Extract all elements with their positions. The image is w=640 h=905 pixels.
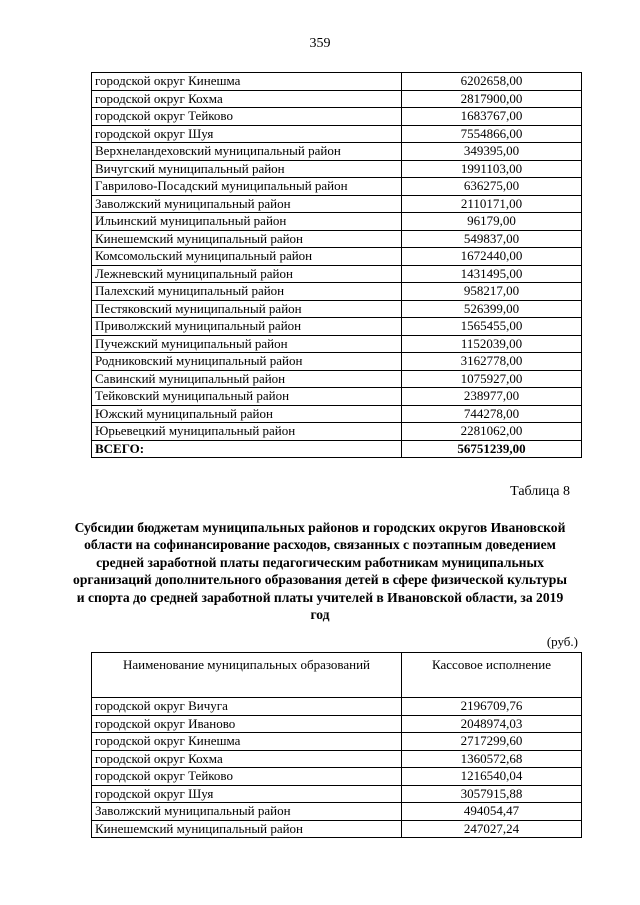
table-row: [92, 248, 582, 266]
total-row: [92, 440, 582, 458]
row-value: 1216540,04: [402, 768, 582, 786]
table-row: [92, 160, 582, 178]
row-name: городской округ Кохма: [92, 750, 402, 768]
row-name: городской округ Шуя: [92, 785, 402, 803]
table-row: [92, 353, 582, 371]
row-value: 2048974,03: [402, 715, 582, 733]
row-value: 3057915,88: [402, 785, 582, 803]
row-value: 1075927,00: [402, 370, 582, 388]
subsidy-table-continued: [91, 72, 582, 458]
row-value: 238977,00: [402, 388, 582, 406]
row-value: 96179,00: [402, 213, 582, 231]
row-name: Кинешемский муниципальный район: [92, 820, 402, 838]
header-name: Наименование муниципальных образований: [92, 653, 402, 698]
row-value: 1565455,00: [402, 318, 582, 336]
table-row: [92, 750, 582, 768]
row-name: городской округ Тейково: [92, 108, 402, 126]
row-name: Гаврилово-Посадский муниципальный район: [92, 178, 402, 196]
row-name: Тейковский муниципальный район: [92, 388, 402, 406]
row-name: городской округ Кинешма: [92, 733, 402, 751]
table-row: [92, 820, 582, 838]
row-value: 494054,47: [402, 803, 582, 821]
table-row: [92, 300, 582, 318]
row-value: 2110171,00: [402, 195, 582, 213]
table-row: [92, 318, 582, 336]
table-row: [92, 715, 582, 733]
row-name: Приволжский муниципальный район: [92, 318, 402, 336]
table-row: [92, 213, 582, 231]
table-label: Таблица 8: [510, 484, 570, 499]
table2-header-row: [92, 653, 582, 698]
row-name: Кинешемский муниципальный район: [92, 230, 402, 248]
table-row: [92, 423, 582, 441]
table-row: [92, 73, 582, 91]
table-row: [92, 768, 582, 786]
row-name: Пучежский муниципальный район: [92, 335, 402, 353]
row-name: Заволжский муниципальный район: [92, 803, 402, 821]
row-name: Комсомольский муниципальный район: [92, 248, 402, 266]
row-name: Пестяковский муниципальный район: [92, 300, 402, 318]
row-value: 549837,00: [402, 230, 582, 248]
table-row: [92, 143, 582, 161]
row-value: 247027,24: [402, 820, 582, 838]
row-value: 2196709,76: [402, 698, 582, 716]
row-name: Лежневский муниципальный район: [92, 265, 402, 283]
row-value: 636275,00: [402, 178, 582, 196]
subsidy-table-8: [91, 652, 582, 838]
table-row: [92, 230, 582, 248]
row-value: 1683767,00: [402, 108, 582, 126]
table-row: [92, 90, 582, 108]
row-value: 1431495,00: [402, 265, 582, 283]
table-row: [92, 265, 582, 283]
row-value: 2281062,00: [402, 423, 582, 441]
page-number: 359: [309, 36, 331, 51]
row-name: Ильинский муниципальный район: [92, 213, 402, 231]
currency-unit: (руб.): [546, 634, 578, 649]
table-row: [92, 283, 582, 301]
row-value: 2717299,60: [402, 733, 582, 751]
table-row: [92, 108, 582, 126]
row-value: 7554866,00: [402, 125, 582, 143]
row-value: 1991103,00: [402, 160, 582, 178]
table-row: [92, 698, 582, 716]
row-name: Вичугский муниципальный район: [92, 160, 402, 178]
row-name: Савинский муниципальный район: [92, 370, 402, 388]
row-value: 744278,00: [402, 405, 582, 423]
row-value: 349395,00: [402, 143, 582, 161]
row-name: Заволжский муниципальный район: [92, 195, 402, 213]
total-value: 56751239,00: [402, 440, 582, 458]
table-row: [92, 803, 582, 821]
table-row: [92, 195, 582, 213]
row-name: городской округ Тейково: [92, 768, 402, 786]
row-name: городской округ Шуя: [92, 125, 402, 143]
total-label: ВСЕГО:: [92, 440, 402, 458]
table-row: [92, 405, 582, 423]
row-name: городской округ Кинешма: [92, 73, 402, 91]
table-row: [92, 785, 582, 803]
table1-body: [92, 73, 582, 458]
table-row: [92, 178, 582, 196]
table-row: [92, 125, 582, 143]
row-value: 6202658,00: [402, 73, 582, 91]
table-row: [92, 335, 582, 353]
row-value: 1360572,68: [402, 750, 582, 768]
table-heading: Субсидии бюджетам муниципальных районов и городских округов Ивановской области на софинансирование расходов, связанных с поэтапным доведением средней заработной платы педагогическим работникам муниципальных организаций дополнительного образования детей в сфере физической культуры и спорта до средней заработной платы учителей в Ивановской области, за 2019 год: [73, 520, 567, 623]
row-name: городской округ Иваново: [92, 715, 402, 733]
row-value: 3162778,00: [402, 353, 582, 371]
row-value: 526399,00: [402, 300, 582, 318]
table-row: [92, 370, 582, 388]
table2-body: [92, 698, 582, 838]
header-value: Кассовое исполнение: [402, 653, 582, 698]
row-value: 1152039,00: [402, 335, 582, 353]
row-name: городской округ Кохма: [92, 90, 402, 108]
row-value: 2817900,00: [402, 90, 582, 108]
row-name: Палехский муниципальный район: [92, 283, 402, 301]
row-name: Юрьевецкий муниципальный район: [92, 423, 402, 441]
table-row: [92, 733, 582, 751]
row-value: 958217,00: [402, 283, 582, 301]
row-name: Родниковский муниципальный район: [92, 353, 402, 371]
row-name: городской округ Вичуга: [92, 698, 402, 716]
row-name: Верхнеландеховский муниципальный район: [92, 143, 402, 161]
row-name: Южский муниципальный район: [92, 405, 402, 423]
row-value: 1672440,00: [402, 248, 582, 266]
table-row: [92, 388, 582, 406]
